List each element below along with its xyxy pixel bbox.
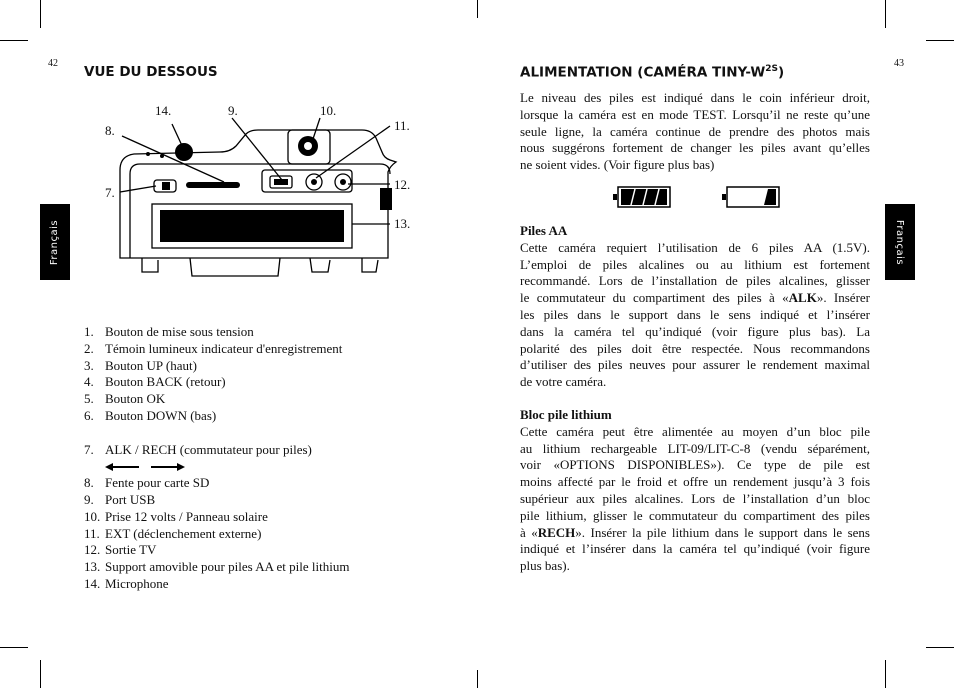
language-tab-right [885, 204, 915, 280]
list-item: 9. Port USB [84, 491, 156, 507]
camera-bottom-diagram [100, 100, 420, 290]
list-item: 2. Témoin lumineux indicateur d'enregistrement [84, 340, 343, 356]
crop-mark [926, 40, 954, 41]
aa-batteries-section: Piles AA Cette caméra requiert l’utilisation de 6 piles AA (1.5V). L’emploi de piles alcalines ou au lithium est fortement recommandé. Lors de l’installation de piles alcalines, glisser le commutateur du compartiment des piles à «ALK». Insérer les piles dans le support dans le sens indiqué et l’insérer dans la caméra tel qu’indiqué (voir figure plus bas). La polarité des piles doit être respectée. Nous recommandons d’utiliser des piles neuves pour assurer le rendement maximal de votre caméra. [520, 223, 870, 390]
crop-mark [40, 0, 41, 28]
list-item: 1. Bouton de mise sous tension [84, 324, 254, 339]
battery-low-icon [722, 186, 780, 208]
lithium-section-title: Bloc pile lithium [520, 407, 612, 422]
lithium-pack-section: Bloc pile lithium Cette caméra peut être alimentée au moyen d’un bloc pile au lithium rechargeable LIT-09/LIT-C-8 (vendu séparément, voir «OPTIONS DISPONIBLES»). Ce type de pile est moins affecté par le froid et offre un rendement jusqu’à 3 fois supérieur aux piles alcalines. Lors de l’installation d’un bloc pile lithium, glisser le commutateur du compartiment des piles à «RECH». Insérer la pile lithium dans le support dans le sens indiqué et l’insérer dans la caméra tel qu’indiqué (voir figure plus bas). [520, 407, 870, 574]
parts-list [84, 324, 349, 593]
diagram-label-10: 10. [320, 103, 337, 118]
crop-mark [926, 647, 954, 648]
crop-mark [0, 647, 28, 648]
crop-mark [885, 0, 886, 28]
list-item: 4. Bouton BACK (retour) [84, 374, 226, 390]
diagram-label-8: 8. [105, 123, 115, 138]
list-item: 14. Microphone [84, 575, 169, 591]
crop-mark [477, 0, 478, 18]
list-item: 11. EXT (déclenchement externe) [84, 525, 262, 541]
list-item: 8. Fente pour carte SD [84, 475, 210, 491]
diagram-label-13: 13. [394, 216, 411, 231]
language-tab-left [40, 204, 70, 280]
diagram-label-7: 7. [105, 185, 115, 200]
crop-mark [885, 660, 886, 688]
list-item: 6. Bouton DOWN (bas) [84, 407, 217, 423]
list-item: 3. Bouton UP (haut) [84, 357, 197, 373]
diagram-label-9: 9. [228, 103, 238, 118]
list-item: 10. Prise 12 volts / Panneau solaire [84, 508, 268, 524]
switch-direction-arrows-icon [105, 462, 205, 472]
list-item: 12. Sortie TV [84, 542, 157, 558]
page-number-right: 43 [894, 58, 904, 69]
crop-mark [0, 40, 28, 41]
diagram-label-14: 14. [155, 103, 172, 118]
list-item: 5. Bouton OK [84, 391, 166, 407]
section-heading-bottom-view: VUE DU DESSOUS [84, 64, 218, 80]
aa-section-title: Piles AA [520, 223, 568, 238]
diagram-label-11: 11. [394, 118, 410, 133]
list-item: 7. ALK / RECH (commutateur pour piles) [84, 441, 312, 457]
intro-paragraph: Le niveau des piles est indiqué dans le coin inférieur droit, lorsque la caméra est en mode TEST. Lorsqu’il ne reste qu’une seule ligne, la caméra continue de prendre des photos mais nous suggérons fortement de changer les piles avant qu’elles ne soient vides. (Voir figure plus bas) [520, 90, 870, 173]
list-item: 13. Support amovible pour piles AA et pile lithium [84, 559, 350, 575]
crop-mark [477, 670, 478, 688]
diagram-label-12: 12. [394, 177, 411, 192]
language-tab-label: Français [894, 219, 906, 265]
language-tab-label: Français [49, 219, 61, 265]
battery-full-icon [613, 186, 671, 208]
page-number-left: 42 [48, 58, 58, 69]
section-heading-power: ALIMENTATION (CAMÉRA TINY-$W^{2S}$) [520, 64, 785, 81]
crop-mark [40, 660, 41, 688]
